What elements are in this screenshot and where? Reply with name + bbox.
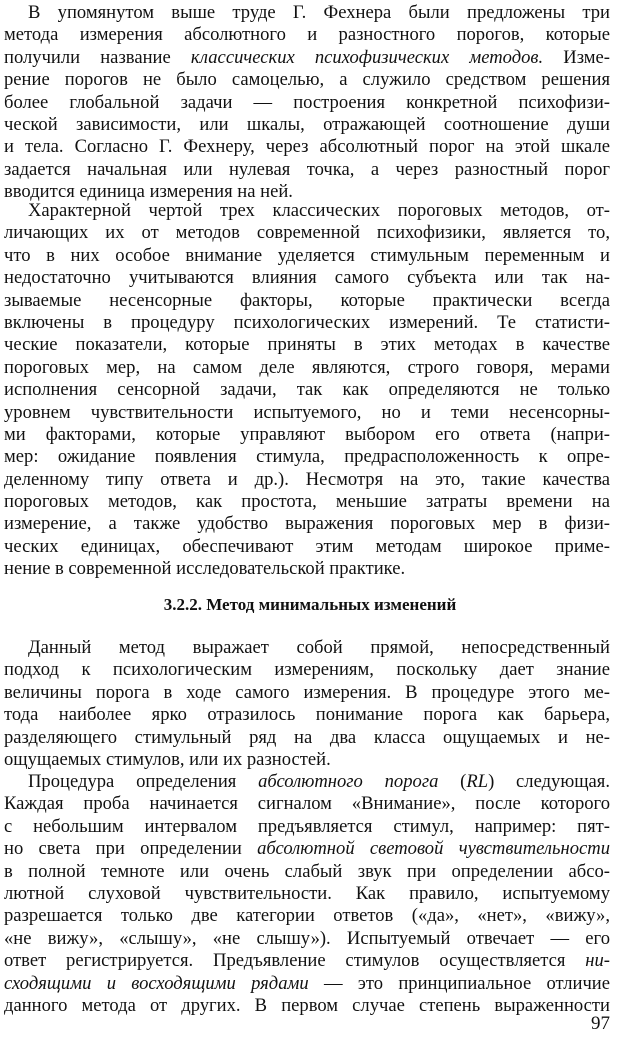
text-line: ми факторами, которые управляют выбором его ответа (напри- <box>4 423 610 445</box>
text-line: Данный метод выражает собой прямой, непосредственный <box>28 637 610 658</box>
text-segment: получили название <box>4 46 191 68</box>
text-line <box>4 973 610 995</box>
text-line: величины порога в ходе самого измерения. В процедуре этого ме- <box>4 681 610 703</box>
text-line: включены в процедуру психологических измерений. Те статисти- <box>4 311 610 333</box>
text-line: тода наиболее ярко отразилось понимание порога как барьера, <box>4 704 610 726</box>
italic-term: классических психофизических методов. <box>190 46 544 68</box>
text-line: Характерной чертой трех классических пороговых методов, от- <box>28 200 610 221</box>
text-line: недостаточно учитываются влияния самого субъекта или так на- <box>4 267 610 289</box>
text-segment: ) следующая. <box>488 771 610 792</box>
italic-term: сходящими и восходящими рядами <box>4 972 309 994</box>
italic-term: RL <box>466 771 489 792</box>
text-line: что в них особое внимание уделяется стимульным переменным и <box>4 244 610 266</box>
text-line: более глобальной задачи — построения конкретной психофизи- <box>4 91 610 113</box>
text-line: В упомянутом выше труде Г. Фехнера были предложены три <box>28 2 610 23</box>
text-line: ощущаемых стимулов, или их разностей. <box>4 748 331 770</box>
text-line: рение порогов не было самоцелью, а служило средством решения <box>4 69 610 91</box>
text-line: «не вижу», «слышу», «не слышу»). Испытуемый отвечает — его <box>4 927 610 949</box>
text-line: измерение, а также удобство выражения пороговых мер в физи- <box>4 513 610 535</box>
text-line: деленному типу ответа и др.). Несмотря на это, такие качества <box>4 468 610 490</box>
text-segment: ответ регистрируется. Предъявление стимулов осуществляется <box>4 950 586 972</box>
text-line: ческих единицах, обеспечивают этим методам широкое приме- <box>4 535 610 557</box>
text-line: в полной темноте или очень слабый звук при определении абсо- <box>4 860 610 882</box>
text-line: личающих их от методов современной психофизики, является то, <box>4 222 610 244</box>
italic-term: ни- <box>585 950 610 972</box>
text-line: данного метода от других. В первом случае степень выраженности <box>4 994 610 1016</box>
text-line <box>4 838 610 860</box>
text-line: с небольшим интервалом предъявляется стимул, например: пят- <box>4 815 610 837</box>
text-line: нение в современной исследовательской практике. <box>4 558 406 580</box>
text-line: ческой зависимости, или шкалы, отражающей соотношение души <box>4 113 610 135</box>
italic-term: абсолютного порога <box>258 771 439 792</box>
text-line: подход к психологическим измерениям, поскольку дает знание <box>4 659 610 681</box>
text-line: метода измерения абсолютного и разностного порогов, которые <box>4 24 610 46</box>
text-line: пороговых методов, как простота, меньшие затраты времени на <box>4 491 610 513</box>
text-line: Каждая проба начинается сигналом «Внимание», после которого <box>4 793 610 815</box>
text-line: ческие показатели, которые приняты в этих методах в качестве <box>4 334 610 356</box>
paragraph-1 <box>4 2 610 204</box>
italic-term: абсолютной световой чувствительности <box>257 838 610 860</box>
paragraph-2 <box>4 200 610 581</box>
text-line: лютной слуховой чувствительности. Как правило, испытуемому <box>4 882 610 904</box>
paragraph-3 <box>4 637 610 771</box>
text-segment: но света при определении <box>4 838 258 860</box>
text-line: исполнения сенсорной задачи, так как определяются не только <box>4 379 610 401</box>
text-line <box>4 771 610 793</box>
text-line: мер: ожидание появления стимула, предрасположенность к опре- <box>4 446 610 468</box>
text-segment: ( <box>438 771 467 792</box>
page-number: 97 <box>591 1013 610 1034</box>
text-line: уровнем чувствительности испытуемого, но и теми несенсорны- <box>4 401 610 423</box>
text-line: пороговых мер, на самом деле являются, строго говоря, мерами <box>4 356 610 378</box>
text-line: разрешается только две категории ответов («да», «нет», «вижу», <box>4 905 610 927</box>
text-line <box>4 47 610 69</box>
text-line: вводится единица измерения на ней. <box>4 181 293 203</box>
text-line: зываемые несенсорные факторы, которые практически всегда <box>4 289 610 311</box>
paragraph-4 <box>4 771 610 1017</box>
section-heading: 3.2.2. Метод минимальных изменений <box>163 595 457 614</box>
text-line <box>4 950 610 972</box>
text-line: задается начальная или нулевая точка, а через разностный порог <box>4 158 610 180</box>
text-line: разделяющего стимульный ряд на два класса ощущаемых и не- <box>4 726 610 748</box>
text-segment: — это принципиальное отличие <box>308 972 610 994</box>
text-segment: Процедура определения <box>28 771 259 792</box>
text-segment: Изме- <box>543 46 610 68</box>
text-line: и тела. Согласно Г. Фехнеру, через абсолютный порог на этой шкале <box>4 136 610 158</box>
